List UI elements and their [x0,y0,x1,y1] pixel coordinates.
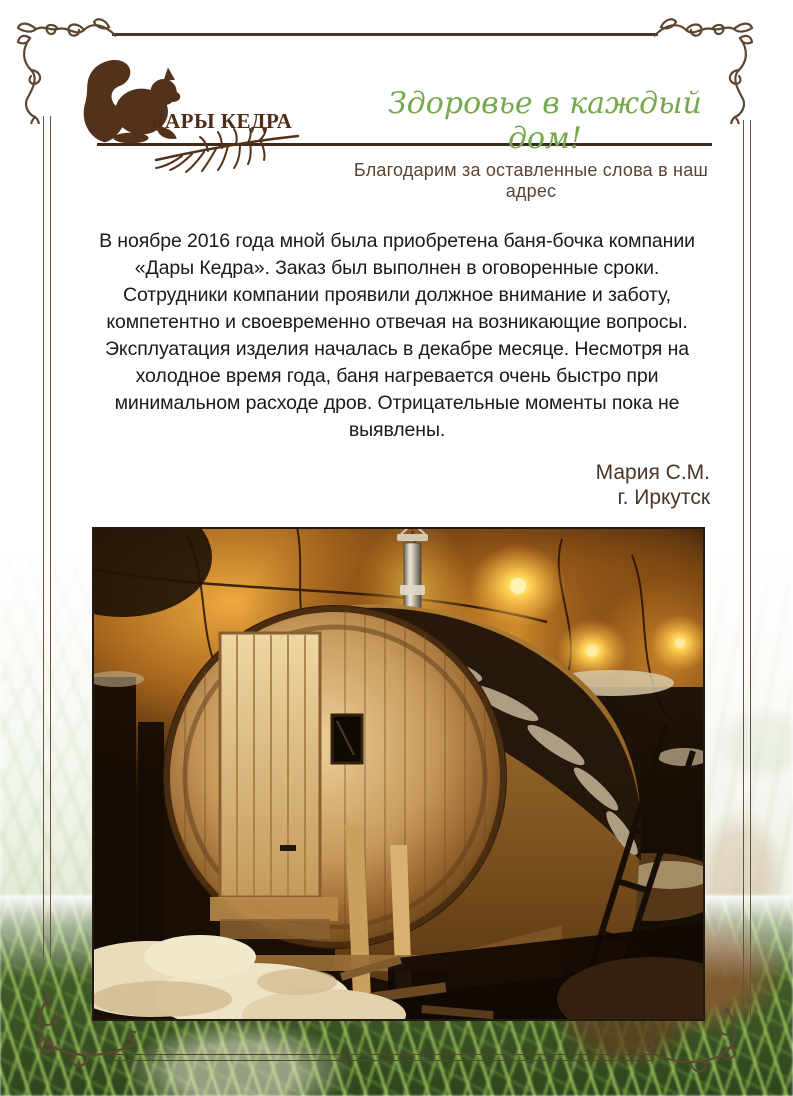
thankyou-note: Благодарим за оставленные слова в наш адрес [353,160,709,201]
corner-ornament-bottom-left-icon [26,995,136,1073]
corner-ornament-top-right-icon [654,14,754,124]
signature [596,460,710,510]
frame-bottom-line [112,1054,652,1061]
brand-name: ДАРЫ КЕДРА [150,109,293,133]
pine-sprig-icon [152,126,302,178]
barrel-sauna-photo [92,527,705,1021]
testimonial-text: В ноябре 2016 года мной была приобретена баня-бочка компании «Дары Кедра». Заказ был выполнен в оговоренные сроки. Сотрудники компании проявили должное внимание и заботу, компетентно и своевременно отвечая на возникающие вопросы. Эксплуатация изделия началась в декабре месяце. Несмотря на холодное время года, баня нагревается очень быстро при минимальном расходе дров. Отрицательные моменты пока не выявлены. [99,230,695,441]
signature-name: Мария С.М. [595,461,710,484]
corner-ornament-bottom-right-icon [640,1008,755,1078]
signature-city: г. Иркутск [617,486,710,509]
frame-left-line [43,116,51,958]
tagline: Здоровье в каждый дом! [388,86,702,156]
corner-ornament-top-left-icon [16,14,116,124]
frame-top-line [112,33,658,36]
frame-right-line [743,120,751,1018]
